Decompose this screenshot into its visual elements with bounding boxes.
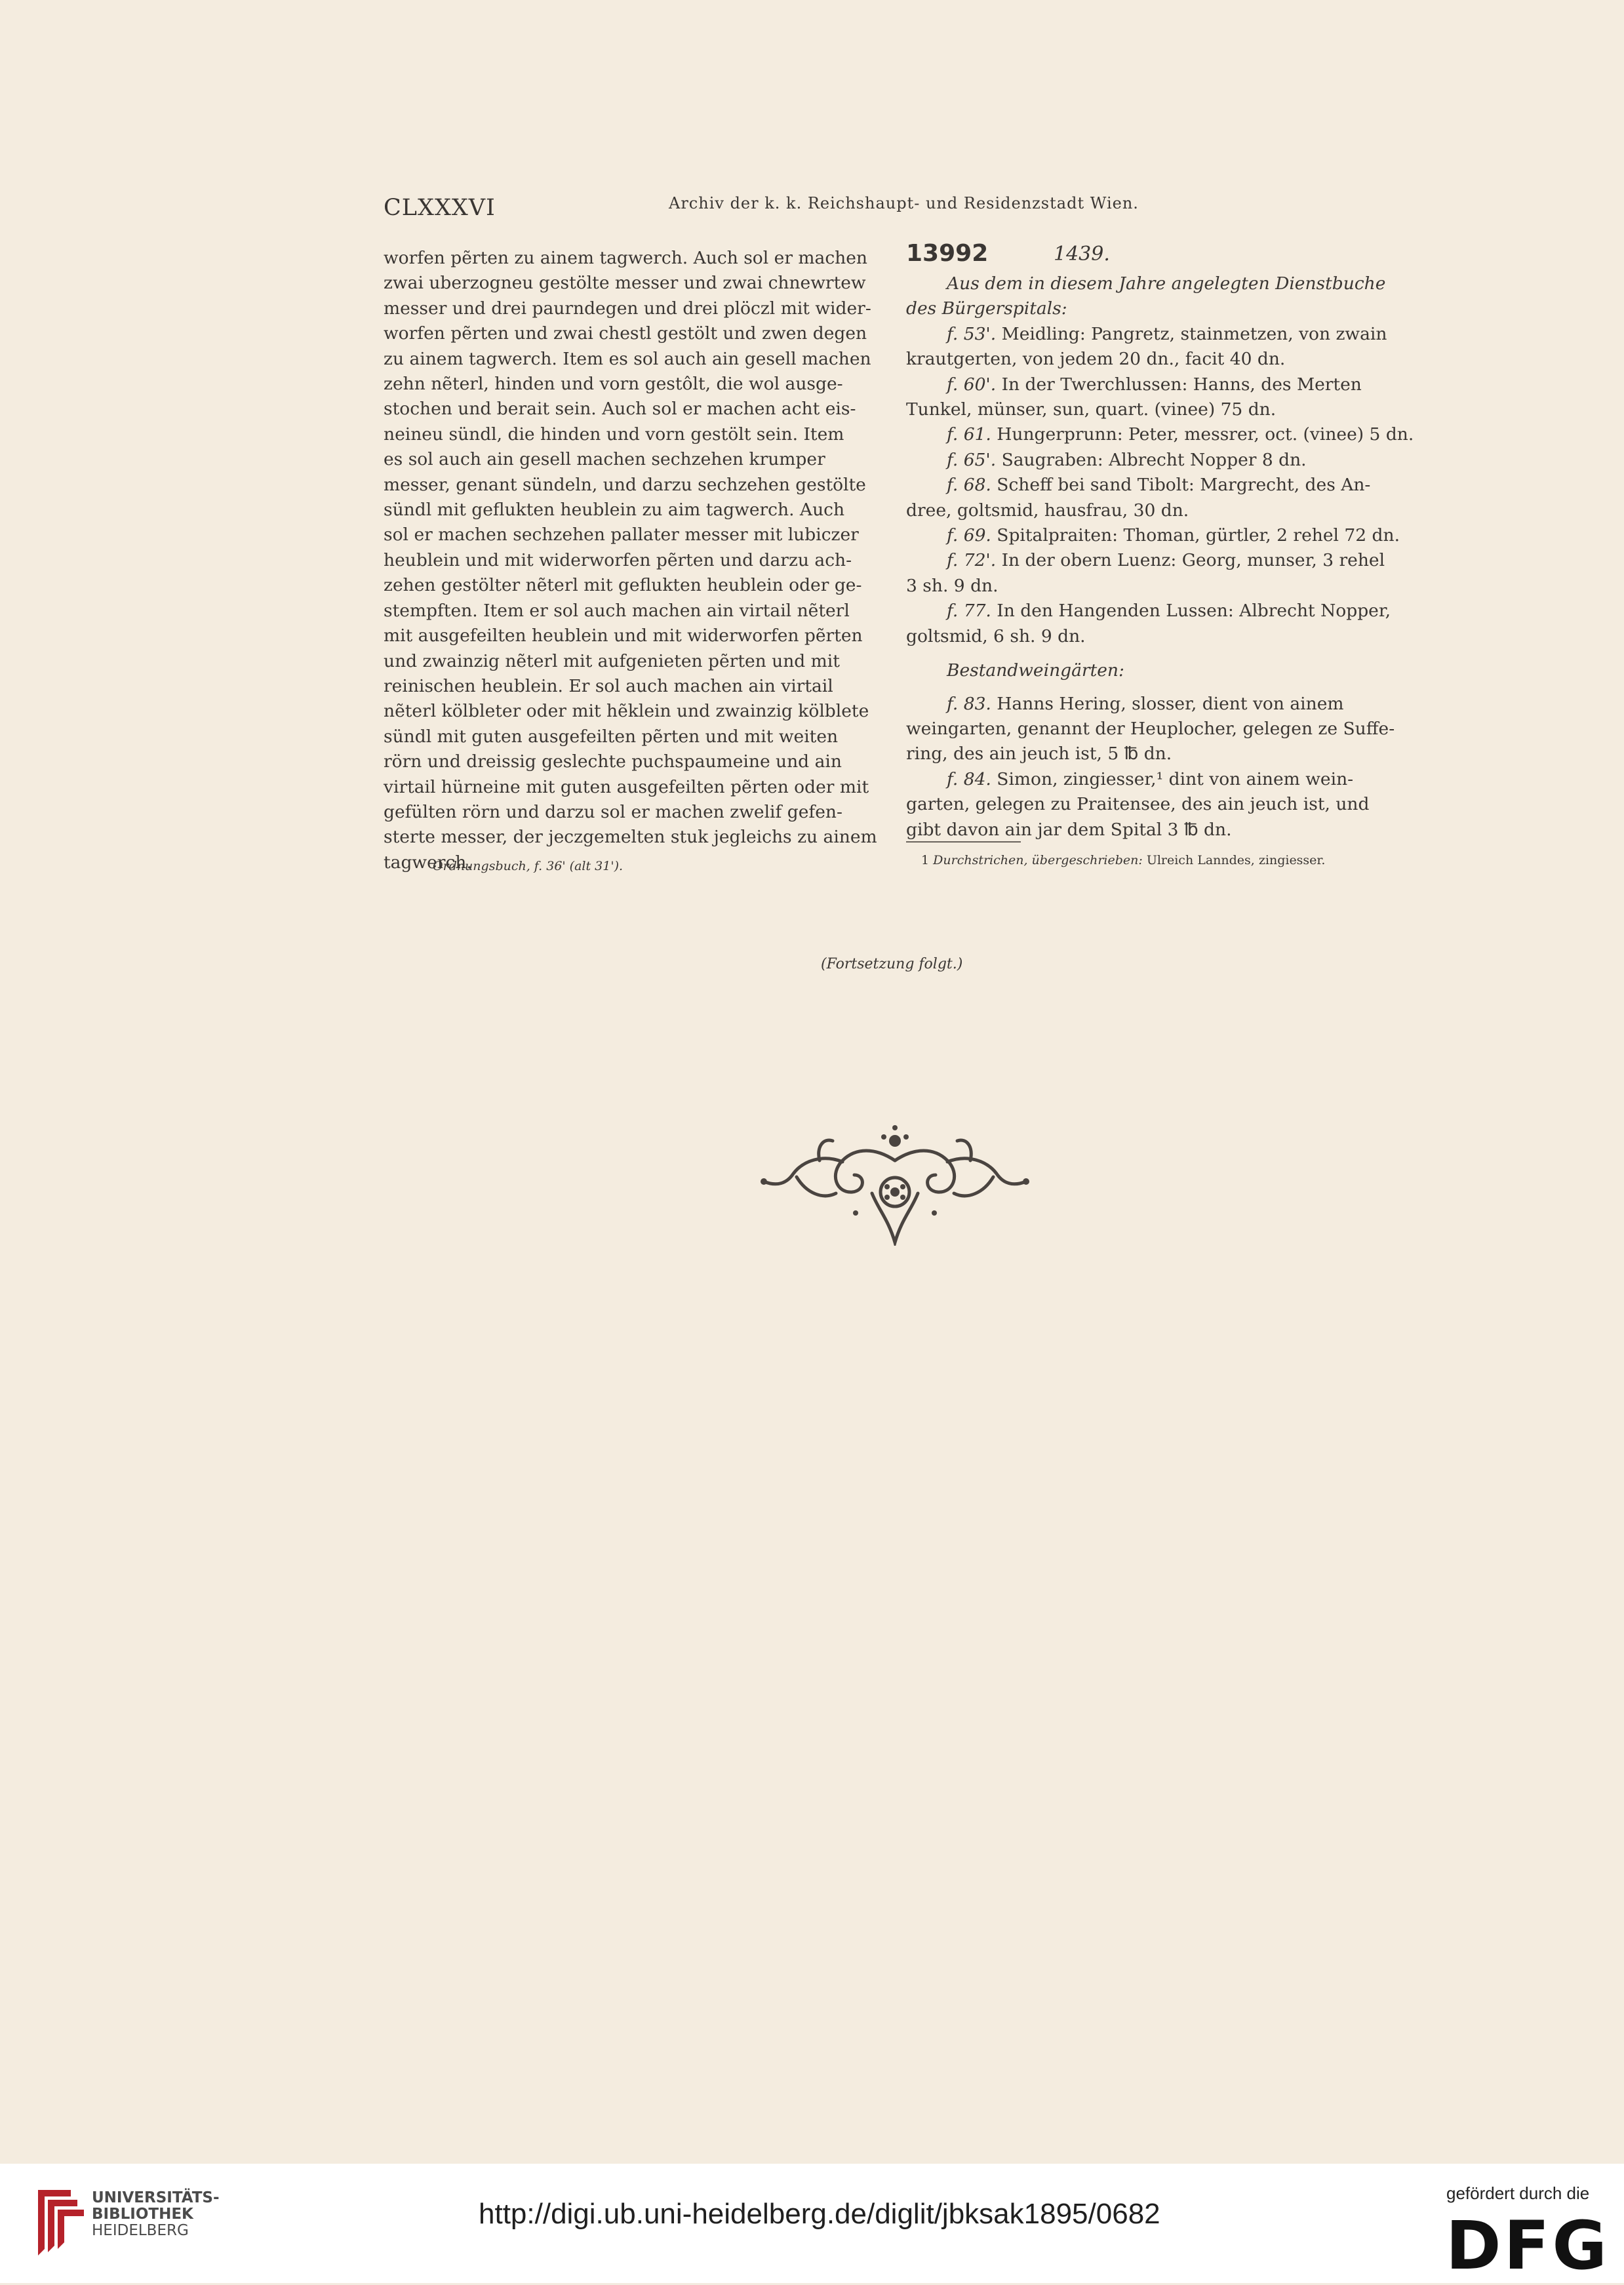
entry-number: 13992 xyxy=(906,240,989,267)
record-line: dree, goltsmid, hausfrau, 30 dn. xyxy=(906,500,1189,521)
folio-ref: f. 72'. xyxy=(947,550,997,571)
text-line: es sol auch ain gesell machen sechzehen krumper xyxy=(384,449,825,470)
footnote-rule xyxy=(906,841,1021,843)
text-line: zehn nẽterl, hinden und vorn gestôlt, die wol ausge- xyxy=(384,374,843,395)
footnote-number: 1 xyxy=(921,853,930,867)
text-line: zu ainem tagwerch. Item es sol auch ain gesell machen xyxy=(384,348,871,369)
dfg-logo: DFG xyxy=(1446,2207,1610,2285)
text-line: stempften. Item er sol auch machen ain virtail nẽterl xyxy=(384,600,850,621)
record-line: 3 sh. 9 dn. xyxy=(906,575,999,596)
left-column xyxy=(384,246,879,875)
text-line: heublein und mit widerworfen pẽrten und darzu ach- xyxy=(384,549,852,570)
text-line: sündl mit geflukten heublein zu aim tagwerch. Auch xyxy=(384,500,845,521)
running-title: Archiv der k. k. Reichshaupt- und Residenzstadt Wien. xyxy=(669,194,1139,212)
record-line: ring, des ain jeuch ist, 5 ℔ dn. xyxy=(906,744,1172,765)
record-line: f. 83. Hanns Hering, slosser, dient von ainem xyxy=(947,693,1344,714)
text-line: worfen pẽrten zu ainem tagwerch. Auch sol er machen xyxy=(384,248,868,268)
right-column xyxy=(906,240,1417,843)
footnote-text: Ulreich Lanndes, zingiesser. xyxy=(1146,853,1326,867)
entry-heading xyxy=(906,240,1417,271)
record-line: f. 84. Simon, zingiesser,¹ dint von ainem wein- xyxy=(947,768,1354,789)
folio-ref: f. 83. xyxy=(947,693,991,714)
funding-label: gefördert durch die xyxy=(1446,2183,1590,2203)
folio-ref: f. 69. xyxy=(947,525,991,546)
text-line: zwai uberzogneu gestölte messer und zwai chnewrtew xyxy=(384,273,866,294)
record-line: f. 60'. In der Twerchlussen: Hanns, des Merten xyxy=(947,374,1362,395)
ornament-icon xyxy=(757,1121,1033,1246)
text-line: nẽterl kölbleter oder mit hẽklein und zwainzig kölblete xyxy=(384,701,869,722)
record-line: f. 65'. Saugraben: Albrecht Nopper 8 dn. xyxy=(947,449,1307,470)
record-line: f. 68. Scheff bei sand Tibolt: Margrecht, des An- xyxy=(947,475,1371,496)
text-line: sündl mit guten ausgefeilten pẽrten und mit weiten xyxy=(384,726,839,747)
text-line: sol er machen sechzehen pallater messer mit lubiczer xyxy=(384,525,859,546)
text-line: reinischen heublein. Er sol auch machen ain virtail xyxy=(384,675,833,696)
folio-ref: f. 53'. xyxy=(947,323,997,344)
text-line: mit ausgefeilten heublein und mit widerworfen pẽrten xyxy=(384,626,863,646)
intro-line: Aus dem in diesem Jahre angelegten Dienstbuche xyxy=(947,273,1386,294)
text-line: stochen und berait sein. Auch sol er machen acht eis- xyxy=(384,399,856,420)
text-line: messer, genant sündeln, und darzu sechzehen gestölte xyxy=(384,474,866,495)
text-line: neineu sündl, die hinden und vorn gestölt sein. Item xyxy=(384,424,844,445)
record-line: Tunkel, münser, sun, quart. (vinee) 75 dn. xyxy=(906,399,1277,420)
record-line: f. 72'. In der obern Luenz: Georg, munser, 3 rehel xyxy=(947,550,1385,571)
folio-ref: f. 61. xyxy=(947,424,991,445)
text-line: rörn und dreissig geslechte puchspaumeine und ain xyxy=(384,751,842,772)
text-line: sterte messer, der jeczgemelten stuk jegleichs zu ainem xyxy=(384,827,877,848)
folio-ref: f. 77. xyxy=(947,601,991,622)
text-line: und zwainzig nẽterl mit aufgenieten pẽrten und mit xyxy=(384,650,840,671)
record-line: gibt davon ain jar dem Spital 3 ℔ dn. xyxy=(906,819,1232,840)
text-line: virtail hürneine mit guten ausgefeilten pẽrten oder mit xyxy=(384,776,869,797)
source-citation: Ordnungsbuch, f. 36' (alt 31'). xyxy=(433,859,624,873)
record-line: f. 53'. Meidling: Pangretz, stainmetzen, von zwain xyxy=(947,323,1387,344)
record-line: garten, gelegen zu Praitensee, des ain jeuch ist, und xyxy=(906,794,1370,815)
page-number: CLXXXVI xyxy=(384,195,496,221)
text-line: gefülten rörn und darzu sol er machen zwelif gefen- xyxy=(384,801,842,822)
section-subheading: Bestandweingärten: xyxy=(947,660,1124,681)
footnote xyxy=(921,853,1325,867)
library-name: UNIVERSITÄTS- BIBLIOTHEK HEIDELBERG xyxy=(92,2189,220,2239)
folio-ref: f. 84. xyxy=(947,768,991,789)
footnote-italic: Durchstrichen, übergeschrieben: xyxy=(933,853,1143,867)
text-line: tagwerch. xyxy=(384,852,472,873)
record-line: krautgerten, von jedem 20 dn., facit 40 dn. xyxy=(906,349,1286,370)
continuation-note: (Fortsetzung folgt.) xyxy=(821,956,963,972)
record-line: goltsmid, 6 sh. 9 dn. xyxy=(906,626,1086,646)
record-line: weingarten, genannt der Heuplocher, gelegen ze Suffe- xyxy=(906,718,1395,739)
record-line: f. 77. In den Hangenden Lussen: Albrecht Nopper, xyxy=(947,601,1391,622)
folio-ref: f. 68. xyxy=(947,475,991,496)
library-logo-icon xyxy=(25,2183,87,2262)
intro-line: des Bürgerspitals: xyxy=(906,298,1067,319)
folio-ref: f. 60'. xyxy=(947,374,997,395)
text-line: worfen pẽrten und zwai chestl gestölt und zwen degen xyxy=(384,323,867,344)
record-line: f. 61. Hungerprunn: Peter, messrer, oct. (vinee) 5 dn. xyxy=(947,424,1414,445)
source-url-link[interactable]: http://digi.ub.uni-heidelberg.de/diglit/jbksak1895/0682 xyxy=(479,2198,1160,2230)
folio-ref: f. 65'. xyxy=(947,449,997,470)
text-line: zehen gestölter nẽterl mit geflukten heublein oder ge- xyxy=(384,575,862,596)
record-line: f. 69. Spitalpraiten: Thoman, gürtler, 2 rehel 72 dn. xyxy=(947,525,1400,546)
text-line: messer und drei paurndegen und drei plöczl mit wider- xyxy=(384,298,871,319)
entry-year: 1439. xyxy=(1054,243,1110,266)
